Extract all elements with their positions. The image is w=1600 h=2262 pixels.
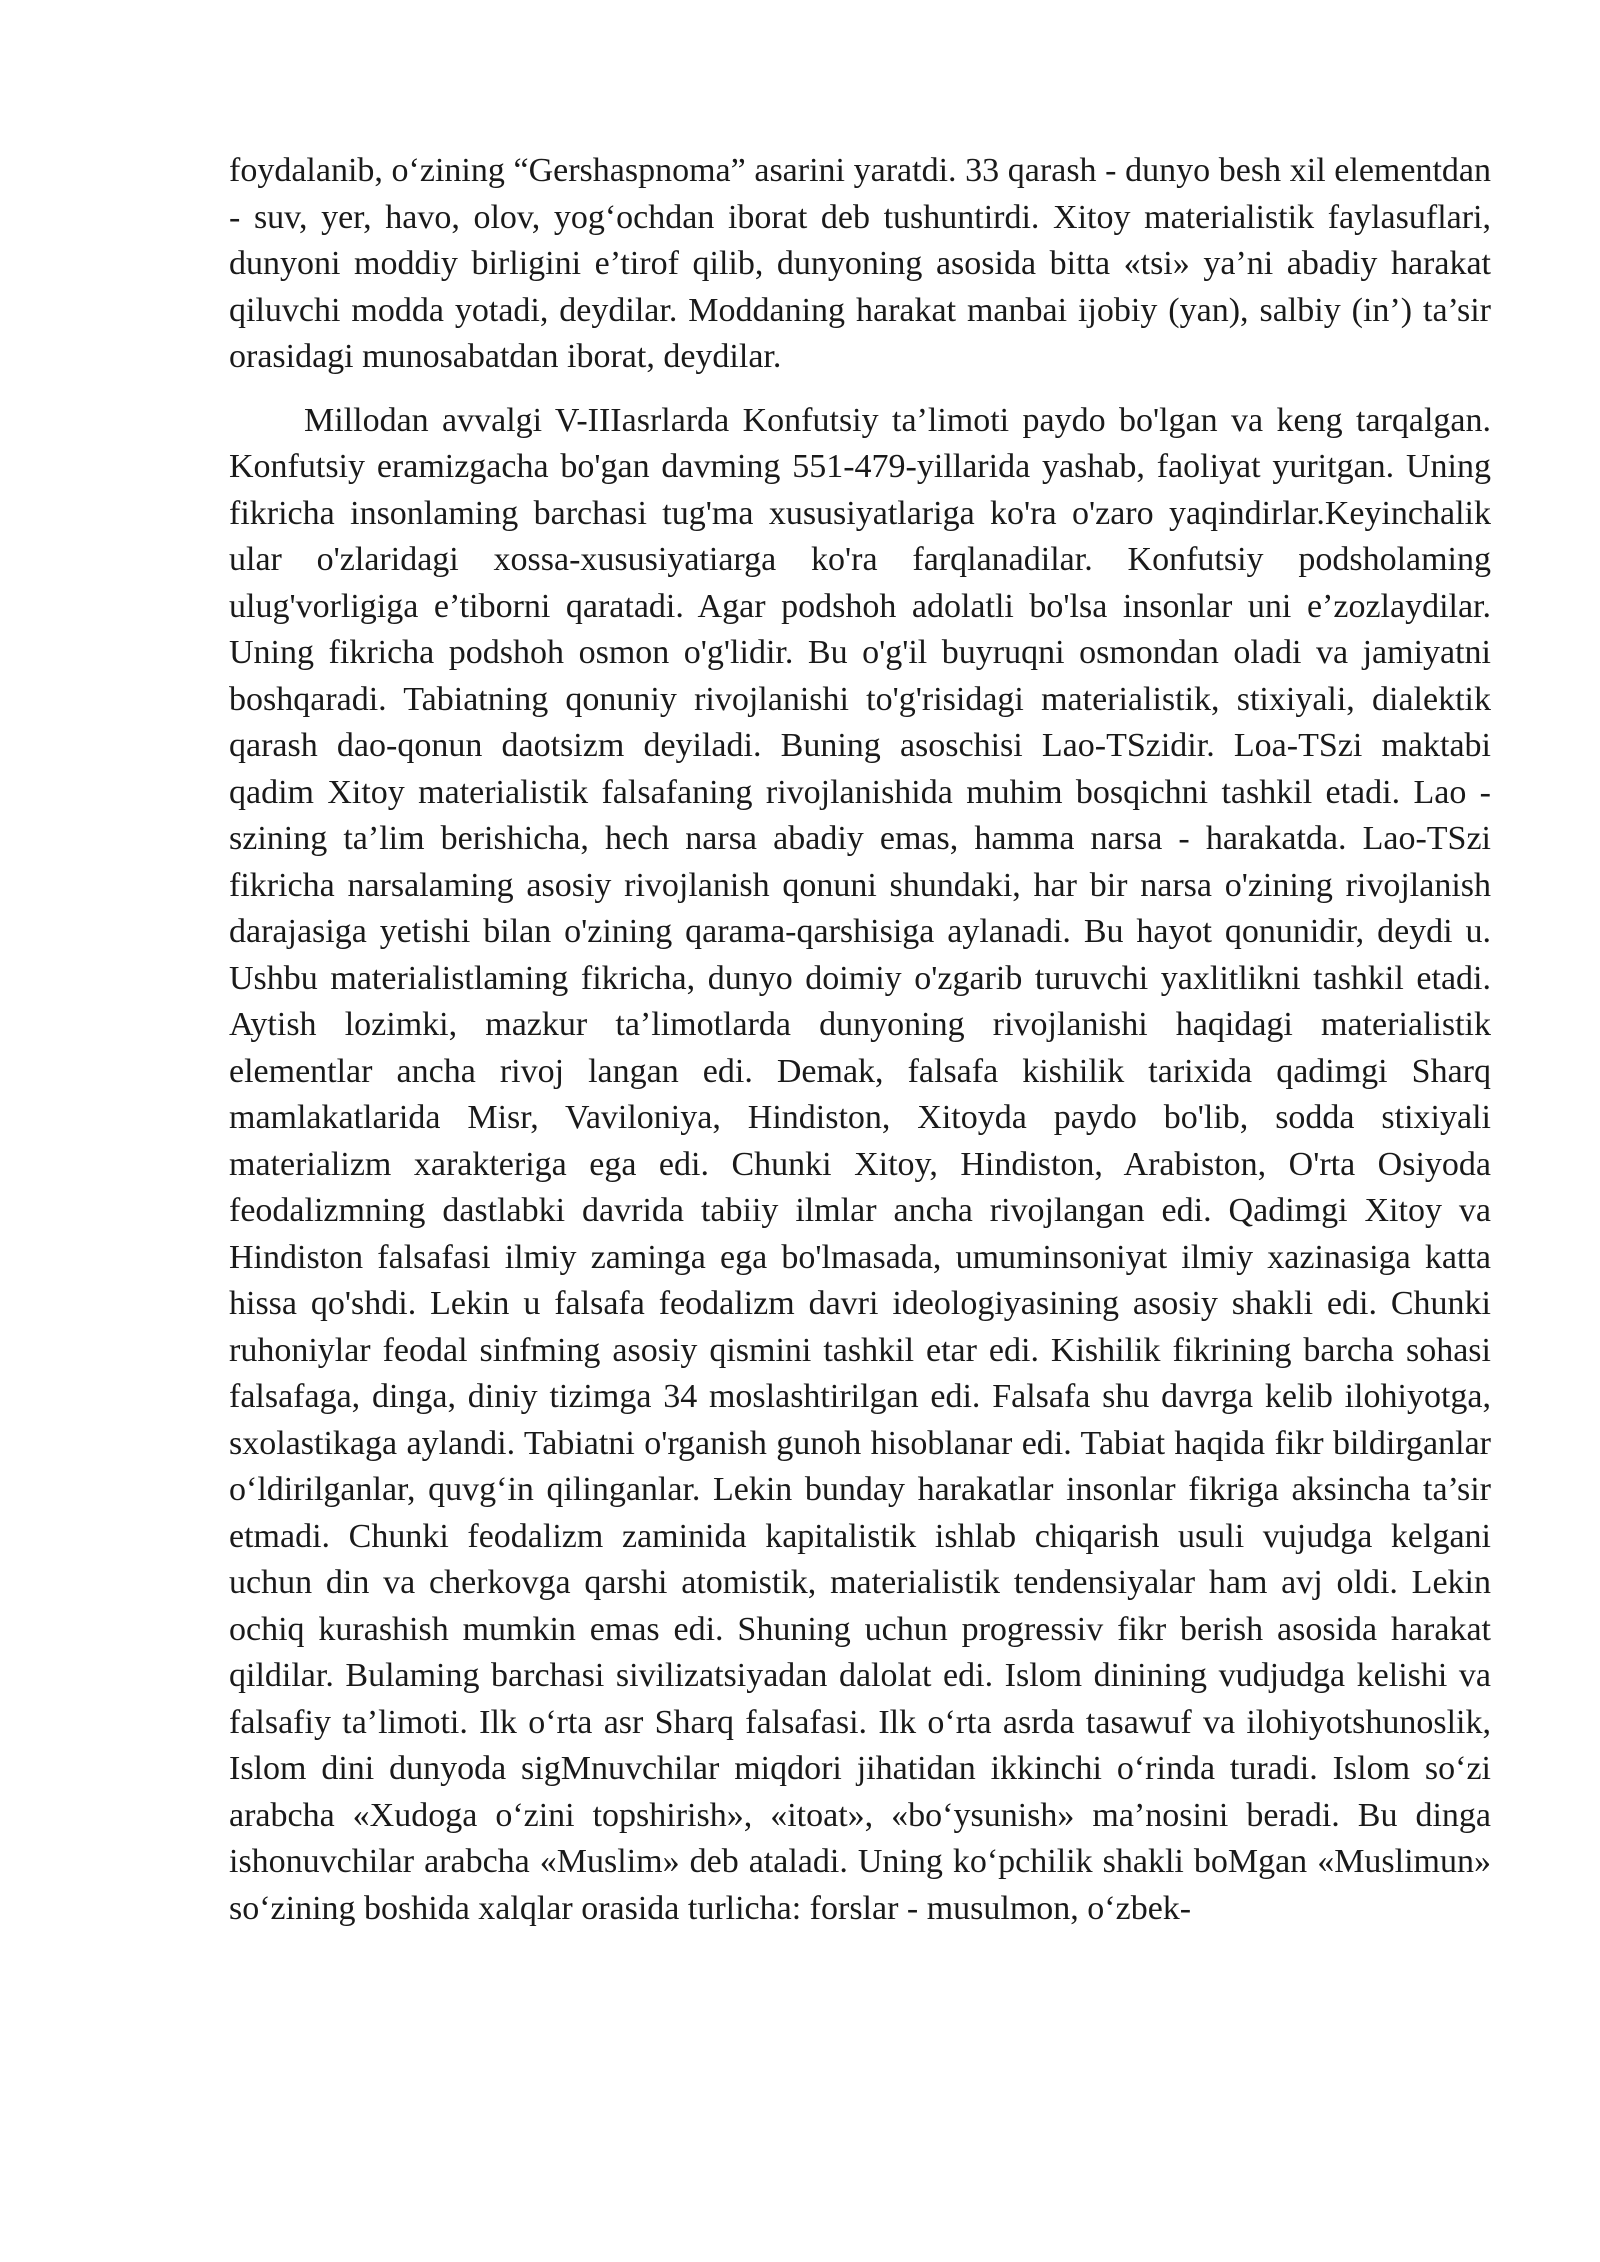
paragraph-continuation: foydalanib, o‘zining “Gershaspnoma” asarini yaratdi. 33 qarash - dunyo besh xil elementdan - suv, yer, havo, olov, yog‘ochdan iborat deb tushuntirdi. Xitoy materialistik faylasuflari, dunyoni moddiy birligini e’tirof qilib, dunyoning asosida bitta «tsi» ya’ni abadiy harakat qiluvchi modda yotadi, deydilar. Moddaning harakat manbai ijobiy (yan), salbiy (in’) ta’sir orasidagi munosabatdan iborat, deydilar.	[229, 152, 1491, 375]
paragraph-main: Millodan avvalgi V-IIIasrlarda Konfutsiy ta’limoti paydo bo'lgan va keng tarqalgan. Konfutsiy eramizgacha bo'gan davming 551-479-yillarida yashab, faoliyat yuritgan. Uning fikricha insonlaming barchasi tug'ma xususiyatlariga ko'ra o'zaro yaqindirlar.Keyinchalik ular o'zlaridagi xossa-xususiyatiarga ko'ra farqlanadilar. Konfutsiy podsholaming ulug'vorligiga e’tiborni qaratadi. Agar podshoh adolatli bo'lsa insonlar uni e’zozlaydilar. Uning fikricha podshoh osmon o'g'lidir. Bu o'g'il buyruqni osmondan oladi va jamiyatni boshqaradi. Tabiatning qonuniy rivojlanishi to'g'risidagi materialistik, stixiyali, dialektik qarash dao-qonun daotsizm deyiladi. Buning asoschisi Lao-TSzidir. Loa-TSzi maktabi qadim Xitoy materialistik falsafaning rivojlanishida muhim bosqichni tashkil etadi. Lao - szining ta’lim berishicha, hech narsa abadiy emas, hamma narsa - harakatda. Lao-TSzi fikricha narsalaming asosiy rivojlanish qonuni shundaki, har bir narsa o'zining rivojlanish darajasiga yetishi bilan o'zining qarama-qarshisiga aylanadi. Bu hayot qonunidir, deydi u. Ushbu materialistlaming fikricha, dunyo doimiy o'zgarib turuvchi yaxlitlikni tashkil etadi. Aytish lozimki, mazkur ta’limotlarda dunyoning rivojlanishi haqidagi materialistik elementlar ancha rivoj langan edi. Demak, falsafa kishilik tarixida qadimgi Sharq mamlakatlarida Misr, Vaviloniya, Hindiston, Xitoyda paydo bo'lib, sodda stixiyali materializm xarakteriga ega edi. Chunki Xitoy, Hindiston, Arabiston, O'rta Osiyoda feodalizmning dastlabki davrida tabiiy ilmlar ancha rivojlangan edi. Qadimgi Xitoy va Hindiston falsafasi ilmiy zaminga ega bo'lmasada, umuminsoniyat ilmiy xazinasiga katta hissa qo'shdi. Lekin u falsafa feodalizm davri ideologiyasining asosiy shakli edi. Chunki ruhoniylar feodal sinfming asosiy qismini tashkil etar edi. Kishilik fikrining barcha sohasi falsafaga, dinga, diniy tizimga 34 moslashtirilgan edi. Falsafa shu davrga kelib ilohiyotga, sxolastikaga aylandi. Tabiatni o'rganish gunoh hisoblanar edi. Tabiat haqida fikr bildirganlar o‘ldirilganlar, quvg‘in qilinganlar. Lekin bunday harakatlar insonlar fikriga aksincha ta’sir etmadi. Chunki feodalizm zaminida kapitalistik ishlab chiqarish usuli vujudga kelgani uchun din va cherkovga qarshi atomistik, materialistik tendensiyalar ham avj oldi. Lekin ochiq kurashish mumkin emas edi. Shuning uchun progressiv fikr berish asosida harakat qildilar. Bulaming barchasi sivilizatsiyadan dalolat edi. Islom dinining vudjudga kelishi va falsafiy ta’limoti. Ilk o‘rta asr Sharq falsafasi. Ilk o‘rta asrda tasawuf va ilohiyotshunoslik, Islom dini dunyoda sigMnuvchilar miqdori jihatidan ikkinchi o‘rinda turadi. Islom so‘zi arabcha «Xudoga o‘zini topshirish», «itoat», «bo‘ysunish» ma’nosini beradi. Bu dinga ishonuvchilar arabcha «Muslim» deb ataladi. Uning ko‘pchilik shakli boMgan «Muslimun» so‘zining boshida xalqlar orasida turlicha: forslar - musulmon, o‘zbek-	[229, 401, 1491, 1927]
document-page	[229, 148, 1491, 1932]
